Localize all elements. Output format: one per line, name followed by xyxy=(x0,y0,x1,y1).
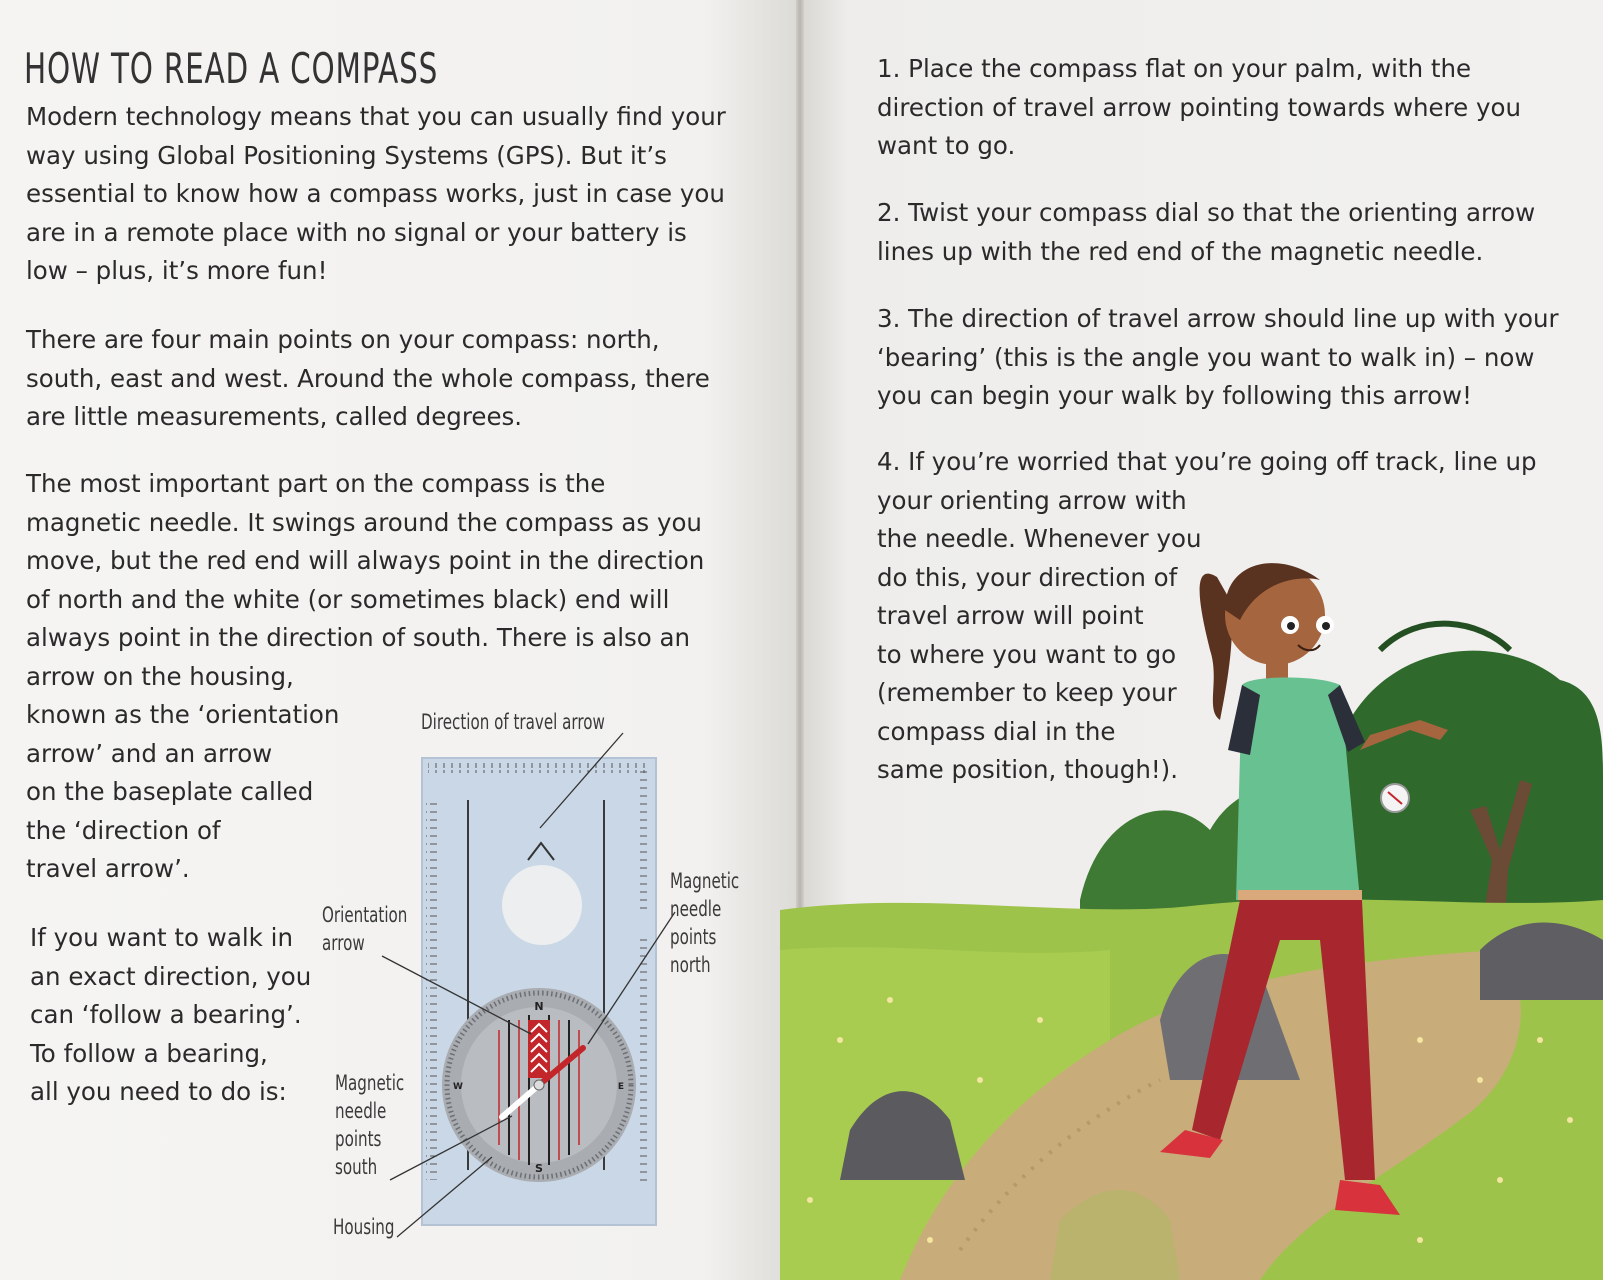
label-line: north xyxy=(670,953,711,977)
label-line: south xyxy=(335,1155,378,1179)
label-line: Magnetic xyxy=(670,869,740,893)
text-line: 1. Place the compass flat on your palm, with the xyxy=(877,54,1472,83)
text-line: want to go. xyxy=(877,131,1016,160)
label-line: needle xyxy=(335,1099,387,1123)
text-line: magnetic needle. It swings around the compass as you xyxy=(26,507,702,537)
text-line: There are four main points on your compass: north, xyxy=(26,325,660,354)
cardinal-w: W xyxy=(453,1082,463,1092)
text-line: To follow a bearing, xyxy=(30,1038,268,1068)
text-line: low – plus, it’s more fun! xyxy=(26,256,328,285)
step-4 xyxy=(877,443,1537,790)
text-line: can ‘follow a bearing’. xyxy=(30,1000,302,1029)
text-line: do this, your direction of xyxy=(877,562,1178,592)
text-line: If you want to walk in xyxy=(30,923,293,952)
text-line: 3. The direction of travel arrow should line up with your xyxy=(877,304,1559,333)
step-1 xyxy=(877,50,1521,166)
orientation-arrow xyxy=(528,1020,550,1078)
label-housing xyxy=(333,1213,394,1241)
label-line: Magnetic xyxy=(335,1071,405,1095)
text-line: direction of travel arrow pointing towards where you xyxy=(877,92,1522,122)
cardinal-n: N xyxy=(534,1000,544,1013)
text-line: travel arrow’. xyxy=(26,854,190,883)
text-line: on the baseplate called xyxy=(26,777,314,806)
text-line: move, but the red end will always point in the direction xyxy=(26,546,705,575)
cardinal-e: E xyxy=(617,1082,625,1092)
text-line: (remember to keep your xyxy=(877,678,1177,707)
text-line: Modern technology means that you can usually find your xyxy=(26,102,726,131)
label-direction-of-travel xyxy=(421,708,605,736)
text-line: arrow’ and an arrow xyxy=(26,738,273,768)
text-line: essential to know how a compass works, just in case you xyxy=(26,179,725,208)
text-line: 2. Twist your compass dial so that the orienting arrow xyxy=(877,198,1536,227)
text-line: are little measurements, called degrees. xyxy=(26,402,523,431)
text-line: all you need to do is: xyxy=(30,1077,287,1106)
light-circle xyxy=(502,865,582,945)
text-line: you can begin your walk by following this arrow! xyxy=(877,381,1472,410)
cardinal-s: S xyxy=(535,1162,543,1175)
step-2 xyxy=(877,194,1535,271)
text-line: arrow on the housing, xyxy=(26,661,294,691)
text-line: the needle. Whenever you xyxy=(877,524,1202,553)
label-line: Housing xyxy=(333,1215,395,1239)
label-line: Direction of travel arrow xyxy=(421,710,605,734)
text-line: south, east and west. Around the whole compass, there xyxy=(26,363,710,393)
text-line: ‘bearing’ (this is the angle you want to walk in) – now xyxy=(877,342,1535,372)
label-line: points xyxy=(670,925,717,949)
text-line: The most important part on the compass is the xyxy=(26,469,606,498)
text-line: your orienting arrow with xyxy=(877,485,1187,515)
label-line: needle xyxy=(670,897,722,921)
label-needle-north xyxy=(670,867,739,979)
text-line: 4. If you’re worried that you’re going off track, line up xyxy=(877,447,1537,476)
text-line: the ‘direction of xyxy=(26,815,221,845)
text-line: compass dial in the xyxy=(877,716,1116,746)
label-line: Orientation xyxy=(322,903,408,927)
label-needle-south xyxy=(335,1069,404,1181)
text-line: are in a remote place with no signal or your battery is xyxy=(26,217,687,247)
label-line: points xyxy=(335,1127,382,1151)
text-line: travel arrow will point xyxy=(877,601,1144,630)
text-line: way using Global Positioning Systems (GPS). But it’s xyxy=(26,140,667,170)
text-line: same position, though!). xyxy=(877,755,1179,784)
label-line: arrow xyxy=(322,931,365,955)
text-line: lines up with the red end of the magnetic needle. xyxy=(877,236,1484,266)
compass-housing xyxy=(442,988,636,1182)
text-line: always point in the direction of south. There is also an xyxy=(26,623,691,652)
page-title: HOW TO READ A COMPASS xyxy=(24,44,439,93)
text-line: known as the ‘orientation xyxy=(26,700,340,729)
step-3 xyxy=(877,300,1559,416)
text-line: of north and the white (or sometimes black) end will xyxy=(26,584,670,614)
text-line: an exact direction, you xyxy=(30,961,312,991)
text-line: to where you want to go xyxy=(877,639,1177,669)
label-orientation-arrow xyxy=(322,901,407,957)
